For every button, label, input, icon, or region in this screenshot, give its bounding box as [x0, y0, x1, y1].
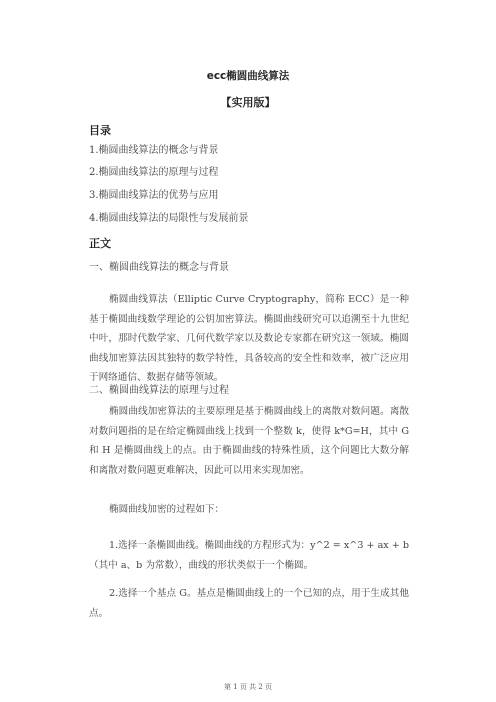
- paragraph: 2.选择一个基点 G。基点是椭圆曲线上的一个已知的点，用于生成其他点。: [89, 588, 409, 619]
- toc-item: 3.椭圆曲线算法的优势与应用: [89, 190, 219, 201]
- paragraph: 椭圆曲线算法（Elliptic Curve Cryptography，简称 ECC）是一种基于椭圆曲线数学理论的公钥加密算法。椭圆曲线研究可以追溯至十九世纪中叶，那时代数学家、几何代数学家以及数论专家都在研究这一领域。椭圆曲线加密算法因其独特的数学特性，具备较高的安全性和效率，被广泛应用于网络通信、数据存储等领域。: [89, 294, 409, 383]
- section-title: 二、椭圆曲线算法的原理与过程: [89, 385, 229, 396]
- toc-item: 1.椭圆曲线算法的概念与背景: [89, 145, 219, 156]
- document-subtitle: 【实用版】: [220, 96, 276, 109]
- document-title: ecc椭圆曲线算法: [206, 70, 290, 82]
- toc-item: 4.椭圆曲线算法的局限性与发展前景: [89, 213, 249, 224]
- toc-heading: 目录: [89, 124, 111, 137]
- toc-item: 2.椭圆曲线算法的原理与过程: [89, 167, 219, 178]
- section-title: 一、椭圆曲线算法的概念与背景: [89, 262, 229, 273]
- body-heading: 正文: [89, 237, 111, 250]
- paragraph: 椭圆曲线加密的过程如下：: [109, 504, 225, 515]
- paragraph: 1.选择一条椭圆曲线。椭圆曲线的方程形式为：y^2 = x^3 + ax + b（其中 a、b 为常数），曲线的形状类似于一个椭圆。: [89, 540, 409, 571]
- paragraph: 椭圆曲线加密算法的主要原理是基于椭圆曲线上的离散对数问题。离散对数问题指的是在给定椭圆曲线上找到一个整数 k，使得 k*G=H，其中 G 和 H 是椭圆曲线上的点。由于椭圆曲线的特殊性质，这个问题比大数分解和离散对数问题更难解决，因此可以用来实现加密。: [89, 406, 409, 476]
- page-footer: 第 1 页 共 2 页: [223, 683, 273, 691]
